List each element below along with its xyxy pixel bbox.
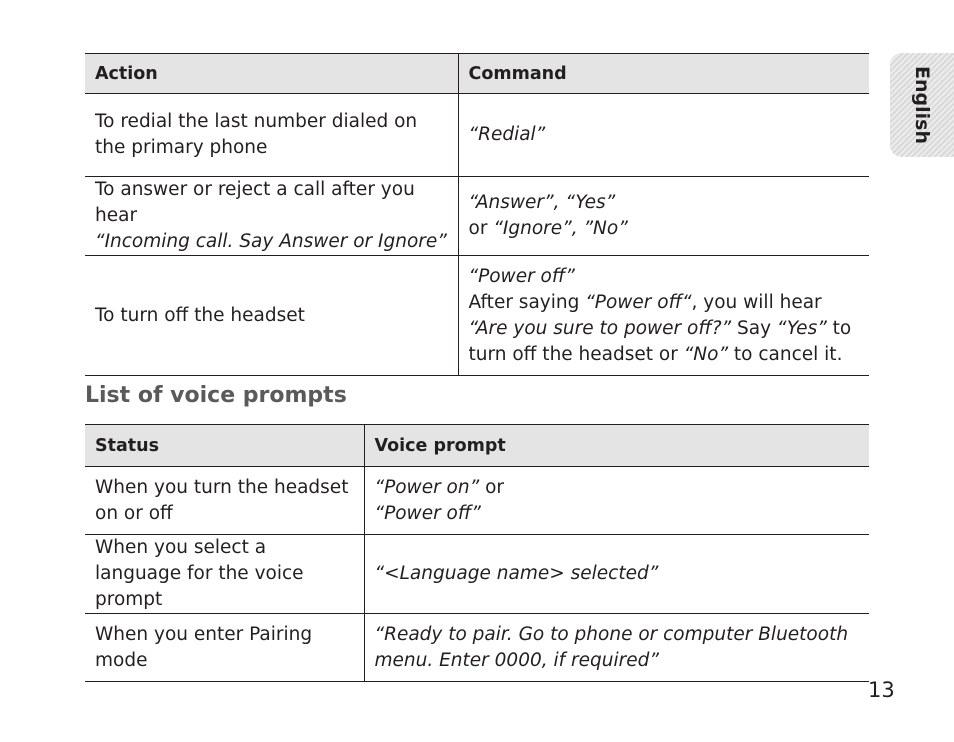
desc-quote: “Power off“: [585, 291, 692, 313]
table-row: [85, 535, 869, 614]
table-header-row: [85, 54, 869, 94]
command-text-alt: “Ignore”, ”No”: [493, 218, 628, 239]
prompt-cell: [364, 467, 869, 535]
desc-segment: to cancel it.: [728, 343, 843, 365]
desc-quote: “Are you sure to power off?”: [468, 317, 732, 339]
table-header-row: [85, 425, 869, 467]
table-row: [85, 177, 869, 256]
language-tab-label: English: [911, 66, 933, 144]
prompt-cell: [364, 614, 869, 682]
voice-prompts-table: [85, 424, 869, 682]
desc-segment: After saying: [468, 291, 586, 313]
prompt-text: “<Language name> selected”: [374, 563, 659, 584]
header-status: Status: [85, 425, 364, 467]
command-or: or: [468, 218, 494, 239]
status-cell: When you select a language for the voice prompt: [85, 535, 364, 614]
header-command: Command: [458, 54, 869, 94]
prompt-text-alt: “Power off”: [374, 502, 481, 524]
prompt-text: “Ready to pair. Go to phone or computer Bluetooth menu. Enter 0000, if required”: [374, 623, 849, 671]
status-cell: When you enter Pairing mode: [85, 614, 364, 682]
table-row: [85, 256, 869, 376]
action-text: To answer or reject a call after you hear: [95, 179, 415, 226]
header-voice-prompt: Voice prompt: [364, 425, 869, 467]
action-cell: To redial the last number dialed on the primary phone: [85, 94, 458, 177]
prompt-or: or: [479, 476, 504, 498]
action-quote: “Incoming call. Say Answer or Ignore”: [95, 231, 447, 252]
action-cell: To turn off the headset: [85, 256, 458, 376]
command-text: “Power off”: [468, 265, 575, 287]
table-row: [85, 614, 869, 682]
desc-quote: “No”: [683, 343, 729, 365]
desc-segment: , you will hear: [691, 291, 822, 313]
command-text: “Answer”, “Yes”: [468, 192, 616, 213]
command-text: “Redial”: [468, 124, 546, 145]
header-action: Action: [85, 54, 458, 94]
command-cell: [458, 94, 869, 177]
section-heading: List of voice prompts: [85, 383, 347, 408]
table-row: [85, 94, 869, 177]
status-cell: When you turn the headset on or off: [85, 467, 364, 535]
page-number: 13: [868, 678, 895, 702]
prompt-text: “Power on”: [374, 476, 480, 498]
desc-segment: to turn off the headset or: [468, 317, 852, 365]
desc-segment: Say: [731, 317, 777, 339]
desc-quote: “Yes”: [776, 317, 827, 339]
command-cell: [458, 177, 869, 256]
command-description: [469, 290, 860, 368]
table-row: [85, 467, 869, 535]
language-tab: [890, 53, 954, 157]
prompt-cell: [364, 535, 869, 614]
voice-commands-table: [85, 53, 869, 376]
action-cell: [85, 177, 458, 256]
command-cell: [458, 256, 869, 376]
